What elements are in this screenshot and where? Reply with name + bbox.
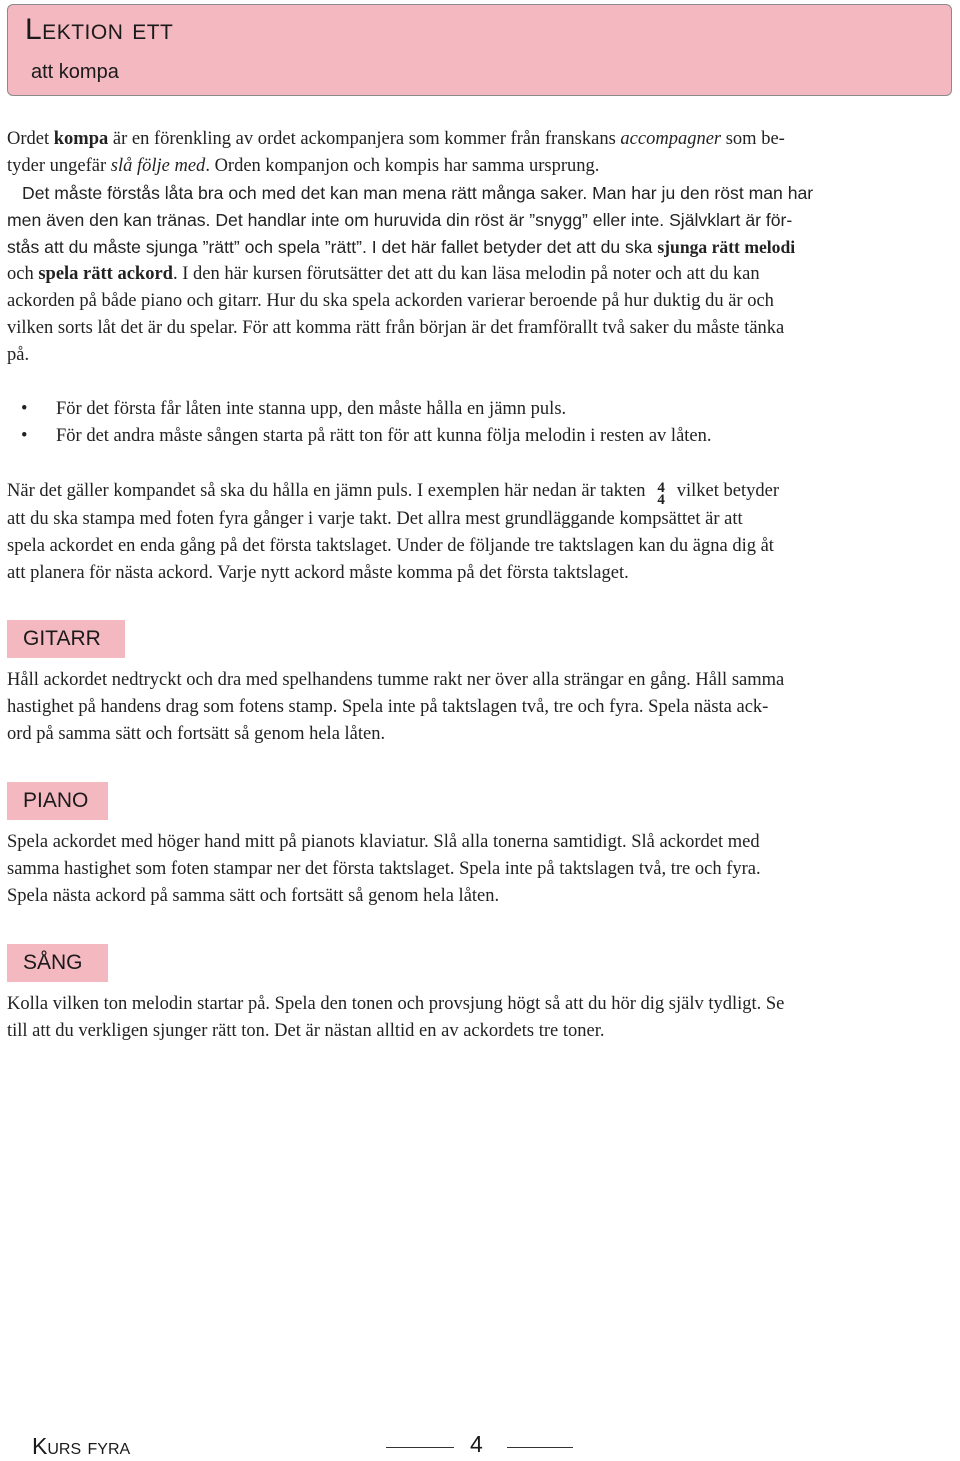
intro-line (7, 234, 955, 261)
text: . I den här kursen förutsätter det att du kan läsa melodin på noter och att du kan (172, 264, 760, 284)
list-item-text: För det första får låten inte stanna upp, den måste hålla en jämn puls. (56, 399, 567, 419)
footer-divider-right (507, 1447, 573, 1448)
gitarr-line: hastighet på handens drag som fotens stamp. Spela inte på taktslagen två, tre och fyra. Spela nästa ack- (7, 697, 769, 717)
intro-line: Det måste förstås låta bra och med det kan man mena rätt många saker. Man har ju den röst man har (22, 183, 814, 203)
text: vilket betyder (672, 481, 780, 501)
footer-divider-left (386, 1447, 454, 1448)
text: är en förenkling av ordet ackompanjera som kommer från franskans (108, 129, 621, 149)
pulse-line: spela ackordet en enda gång på det första taktslaget. Under de följande tre taktslagen kan du ägna dig åt (7, 536, 774, 556)
gitarr-line: ord på samma sätt och fortsätt så genom hela låten. (7, 724, 386, 744)
text: Ordet (7, 129, 54, 149)
text: stås att du måste sjunga ”rätt” och spela ”rätt”. I det här fallet betyder det att du ska (7, 237, 658, 257)
intro-line (7, 153, 955, 180)
text: . Orden kompanjon och kompis har samma ursprung. (205, 156, 600, 176)
piano-line: Spela nästa ackord på samma sätt och fortsätt så genom hela låten. (7, 886, 500, 906)
intro-line: på. (7, 345, 30, 365)
section-heading-sang: SÅNG (7, 944, 108, 982)
intro-paragraph (7, 126, 955, 369)
pulse-line: att du ska stampa med foten fyra gånger i varje takt. Det allra mest grundläggande kompsättet är att (7, 509, 743, 529)
lesson-title: Lektion ett (25, 13, 174, 46)
term-accompagner: accompagner (620, 129, 722, 149)
list-item (7, 423, 955, 450)
footer-course-title: Kurs fyra (32, 1433, 131, 1459)
pulse-line (7, 478, 955, 506)
section-heading-gitarr: GITARR (7, 620, 125, 658)
time-signature (652, 482, 670, 506)
bullet-list (7, 396, 955, 450)
term-spela-ratt-ackord: spela rätt ackord (38, 264, 173, 284)
sang-paragraph (7, 991, 955, 1045)
intro-line (7, 261, 955, 288)
bullet-icon: • (21, 426, 28, 446)
lesson-header (7, 4, 952, 96)
time-signature-bottom: 4 (657, 492, 665, 508)
text: som be- (721, 129, 785, 149)
time-signature-top: 4 (657, 480, 665, 496)
intro-line: ackorden på både piano och gitarr. Hur du ska spela ackorden varierar beroende på hur duktig du är och (7, 291, 774, 311)
term-kompa: kompa (53, 129, 109, 149)
term-sjunga-ratt-melodi: sjunga rätt melodi (657, 237, 796, 257)
piano-line: samma hastighet som foten stampar ner det första taktslaget. Spela inte på taktslagen två, tre och fyra. (7, 859, 761, 879)
text: tyder ungefär (7, 156, 111, 176)
piano-paragraph (7, 829, 955, 910)
pulse-paragraph (7, 478, 955, 587)
list-item-text: För det andra måste sången starta på rätt ton för att kunna följa melodin i resten av låten. (56, 426, 712, 446)
intro-line: men även den kan tränas. Det handlar inte om huruvida din röst är ”snygg” eller inte. Självklart är för- (7, 210, 793, 230)
pulse-line: att planera för nästa ackord. Varje nytt ackord måste komma på det första taktslaget. (7, 563, 629, 583)
sang-line: till att du verkligen sjunger rätt ton. Det är nästan alltid en av ackordets tre toner. (7, 1021, 605, 1041)
lesson-subtitle: att kompa (31, 61, 119, 83)
gitarr-line: Håll ackordet nedtryckt och dra med spelhandens tumme rakt ner över alla strängar en gång. Håll samma (7, 670, 785, 690)
intro-line (7, 126, 955, 153)
bullet-icon: • (21, 399, 28, 419)
piano-line: Spela ackordet med höger hand mitt på pianots klaviatur. Slå alla tonerna samtidigt. Slå ackordet med (7, 832, 760, 852)
sang-line: Kolla vilken ton melodin startar på. Spela den tonen och provsjung högt så att du hör dig själv tydligt. Se (7, 994, 785, 1014)
text: När det gäller kompandet så ska du hålla en jämn puls. I exemplen här nedan är takten (7, 481, 651, 501)
page-number: 4 (470, 1431, 483, 1457)
gitarr-paragraph (7, 667, 955, 748)
term-sla-folje-med: slå följe med (110, 156, 206, 176)
section-heading-piano: PIANO (7, 782, 108, 820)
list-item (7, 396, 955, 423)
text: och (7, 264, 39, 284)
intro-line: vilken sorts låt det är du spelar. För att komma rätt från början är det framförallt två saker du måste tänka (7, 318, 785, 338)
